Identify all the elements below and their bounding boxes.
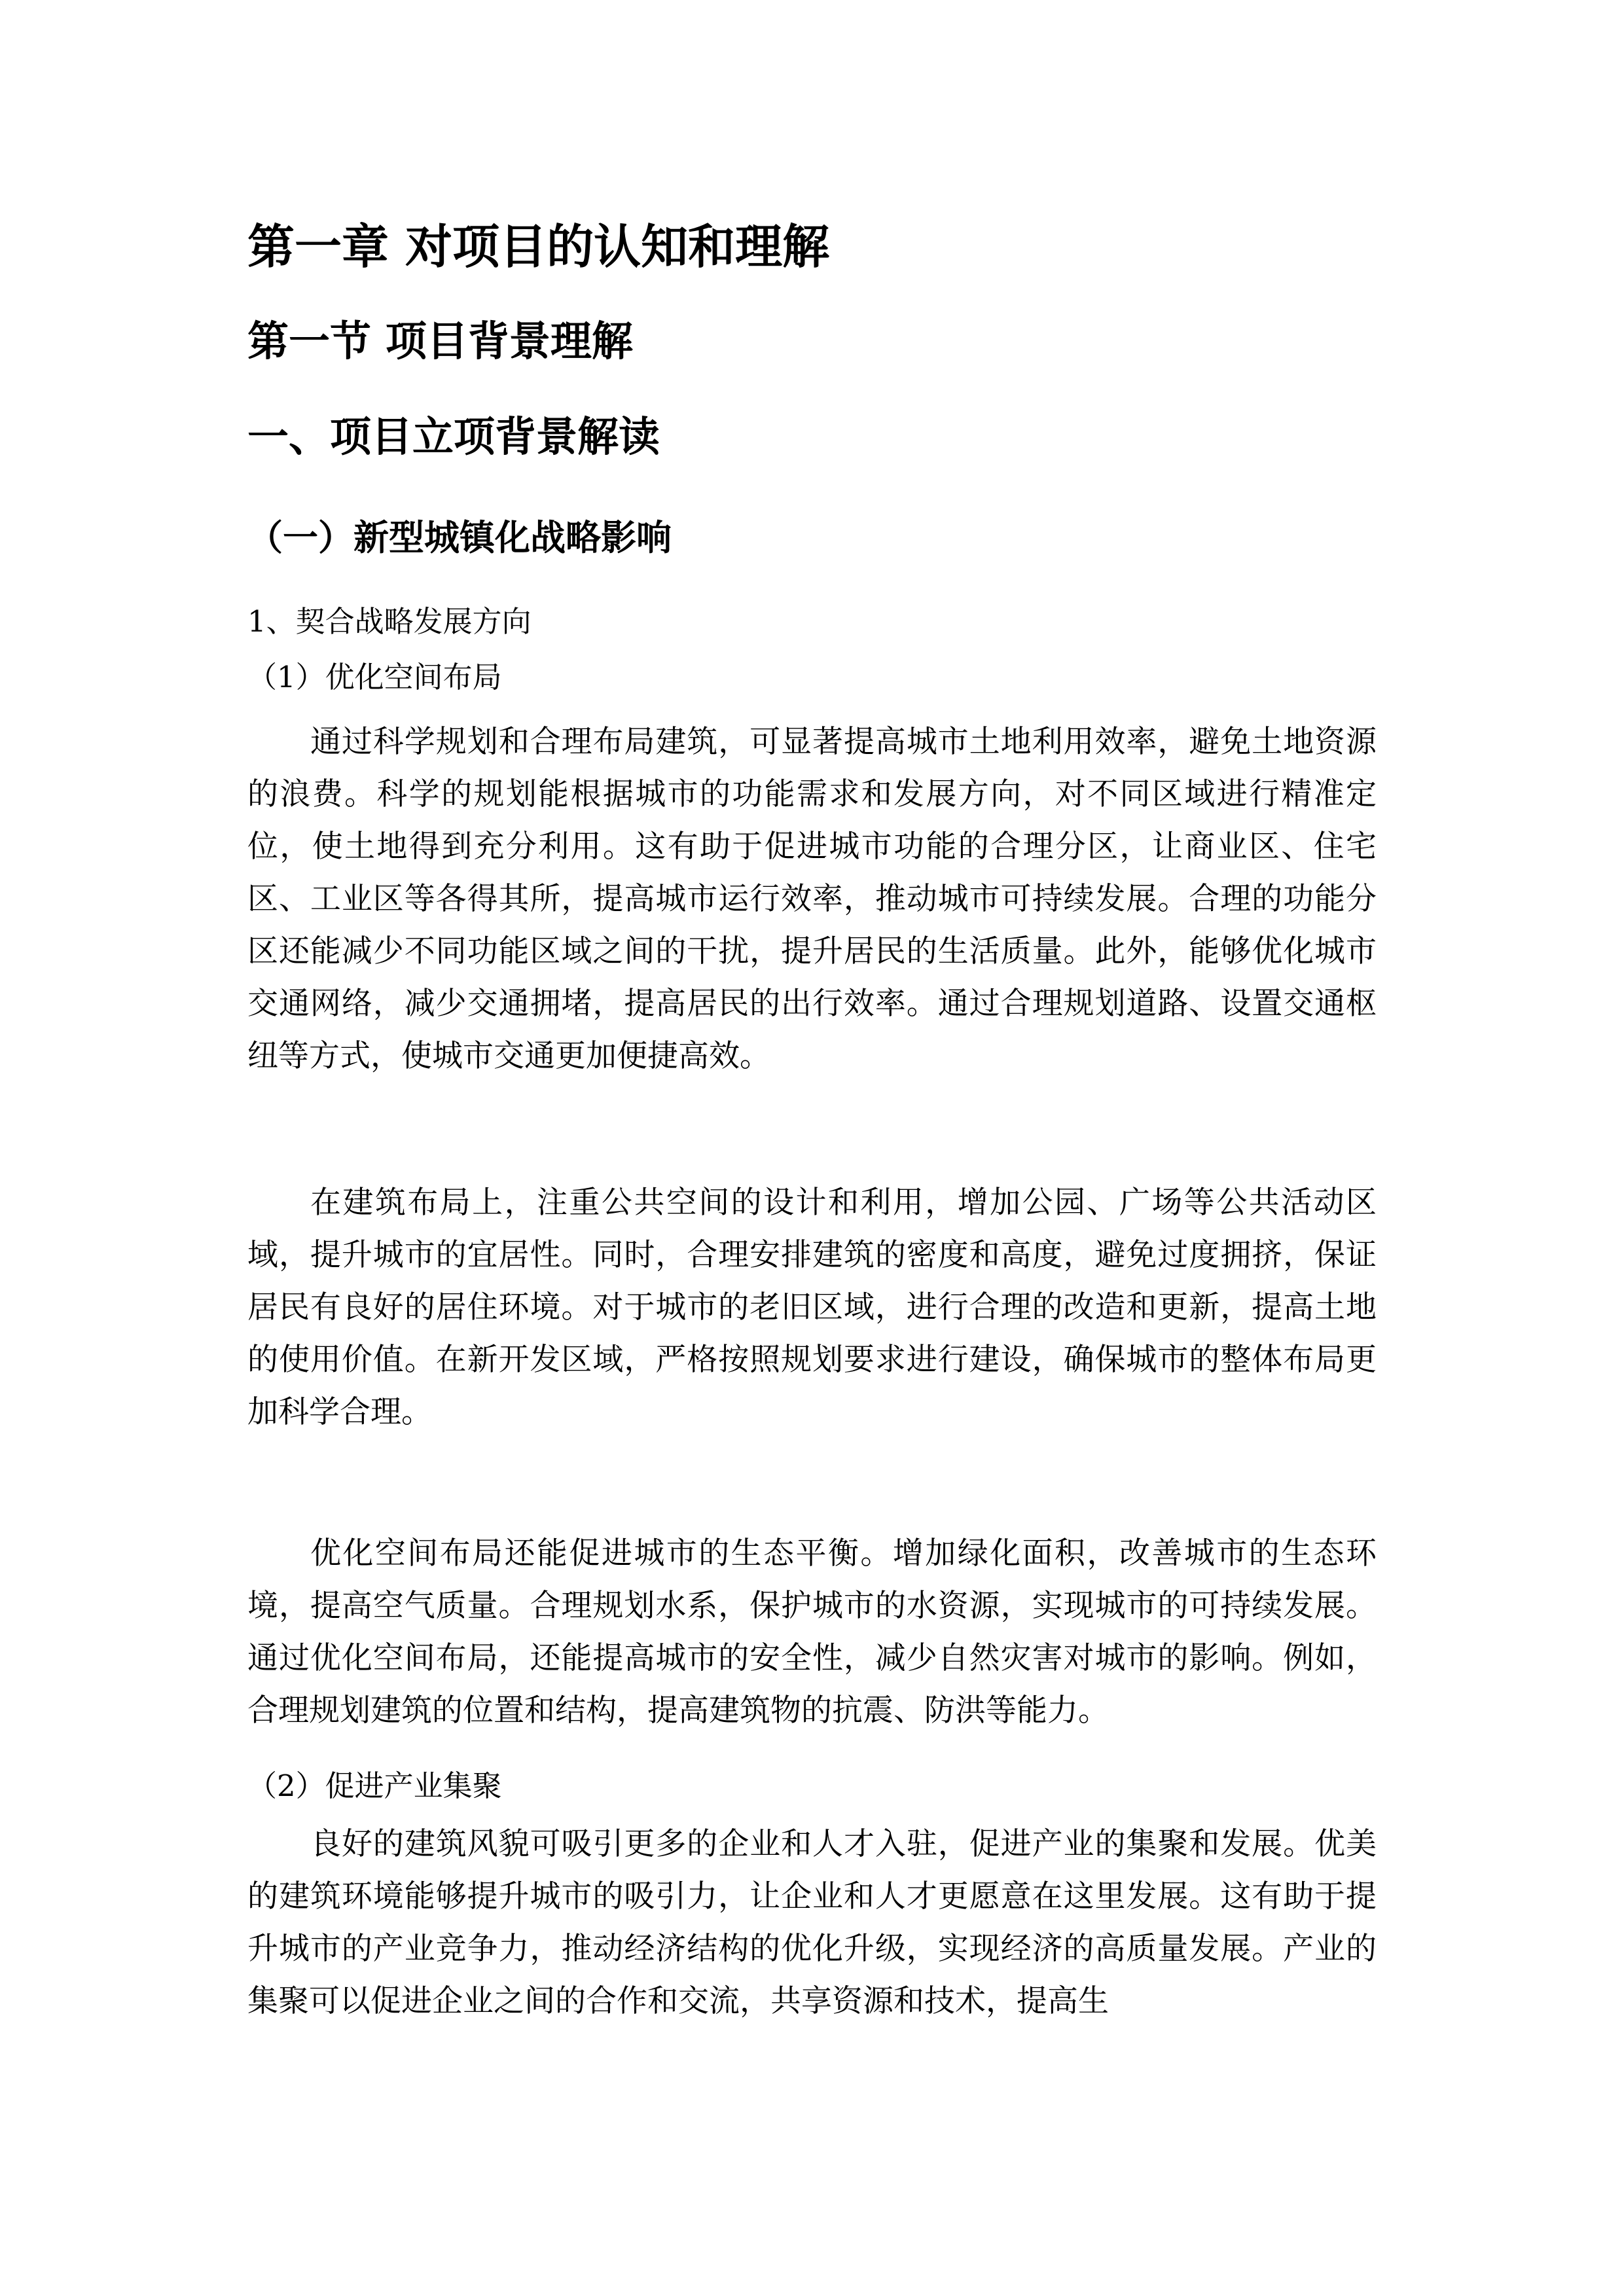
chapter-title: 第一章 对项目的认知和理解 (247, 219, 830, 274)
body-paragraph-1: 通过科学规划和合理布局建筑，可显著提高城市土地利用效率，避免土地资源的浪费。科学的规划能根据城市的功能需求和发展方向，对不同区域进行精准定位，使土地得到充分利用。这有助于促进城市功能的合理分区，让商业区、住宅区、工业区等各得其所，提高城市运行效率，推动城市可持续发展。合理的功能分区还能减少不同功能区域之间的干扰，提升居民的生活质量。此外，能够优化城市交通网络，减少交通拥堵，提高居民的出行效率。通过合理规划道路、设置交通枢纽等方式，使城市交通更加便捷高效。 (247, 724, 1377, 1074)
body-paragraph-4: 良好的建筑风貌可吸引更多的企业和人才入驻，促进产业的集聚和发展。优美的建筑环境能够提升城市的吸引力，让企业和人才更愿意在这里发展。这有助于提升城市的产业竞争力，推动经济结构的优化升级，实现经济的高质量发展。产业的集聚可以促进企业之间的合作和交流，共享资源和技术，提高生 (247, 1826, 1377, 2019)
document-page (247, 0, 1377, 2296)
item-title: 1、契合战略发展方向 (247, 604, 532, 639)
body-paragraph-3: 优化空间布局还能促进城市的生态平衡。增加绿化面积，改善城市的生态环境，提高空气质量。合理规划水系，保护城市的水资源，实现城市的可持续发展。通过优化空间布局，还能提高城市的安全性，减少自然灾害对城市的影响。例如，合理规划建筑的位置和结构，提高建筑物的抗震、防洪等能力。 (247, 1535, 1377, 1729)
sub-item-title-1: （1）优化空间布局 (247, 660, 502, 694)
body-paragraph-2: 在建筑布局上，注重公共空间的设计和利用，增加公园、广场等公共活动区域，提升城市的宜居性。同时，合理安排建筑的密度和高度，避免过度拥挤，保证居民有良好的居住环境。对于城市的老旧区域，进行合理的改造和更新，提高土地的使用价值。在新开发区域，严格按照规划要求进行建设，确保城市的整体布局更加科学合理。 (247, 1185, 1377, 1430)
subsection-title: 一、项目立项背景解读 (247, 413, 660, 461)
section-title: 第一节 项目背景理解 (247, 317, 633, 365)
subsubsection-title: （一）新型城镇化战略影响 (247, 516, 672, 558)
sub-item-title-2: （2）促进产业集聚 (247, 1768, 502, 1803)
